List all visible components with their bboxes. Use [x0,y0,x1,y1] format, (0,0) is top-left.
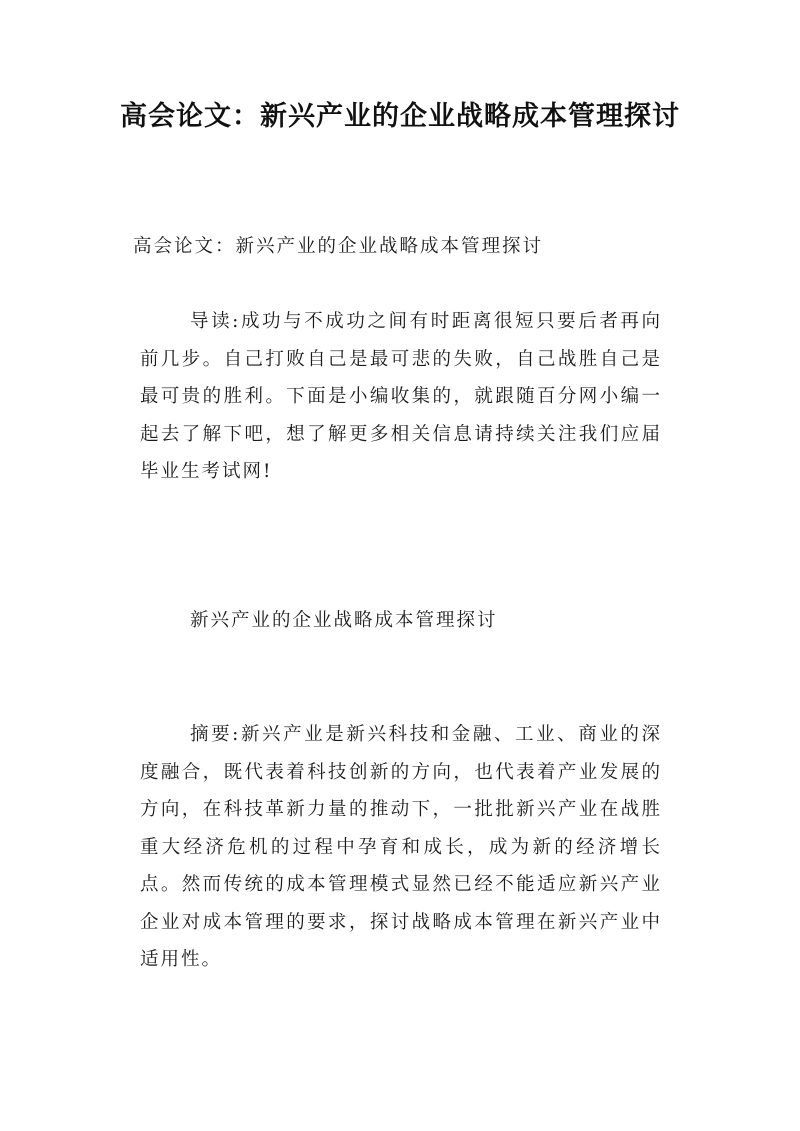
intro-paragraph: 导读:成功与不成功之间有时距离很短只要后者再向前几步。自己打败自己是最可悲的失败，自己战胜自己是最可贵的胜利。下面是小编收集的，就跟随百分网小编一起去了解下吧，想了解更多相关信息请持续关注我们应届毕业生考试网! [140,311,662,482]
document-title: 高会论文：新兴产业的企业战略成本管理探讨 [120,101,680,132]
section-heading: 新兴产业的企业战略成本管理探讨 [190,610,498,631]
abstract-paragraph: 摘要:新兴产业是新兴科技和金融、工业、商业的深度融合，既代表着科技创新的方向，也代表着产业发展的方向，在科技革新力量的推动下，一批批新兴产业在战胜重大经济危机的过程中孕育和成长，成为新的经济增长点。然而传统的成本管理模式显然已经不能适应新兴产业企业对成本管理的要求，探讨战略成本管理在新兴产业中适用性。 [140,724,662,970]
document-subtitle: 高会论文：新兴产业的企业战略成本管理探讨 [133,236,544,257]
